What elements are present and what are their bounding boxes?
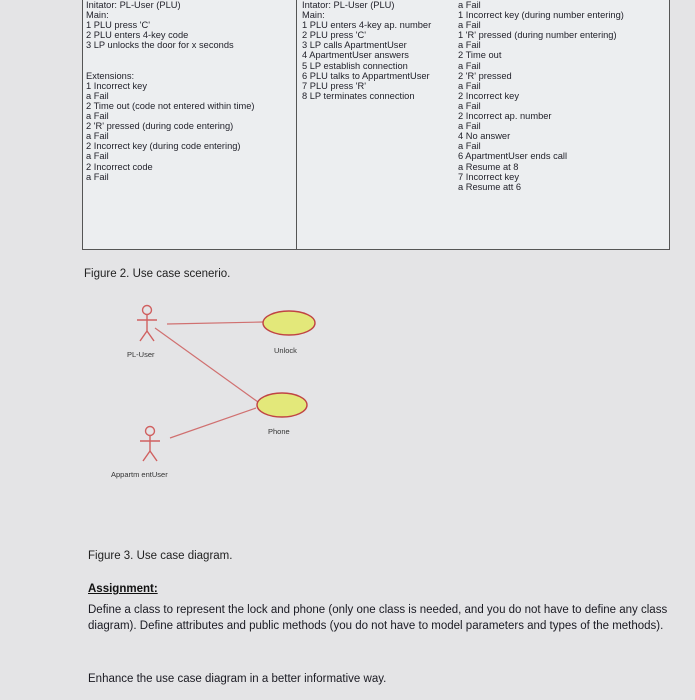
phone-extension-line: a Fail — [458, 20, 481, 31]
phone-extension-line: a Fail — [458, 141, 481, 152]
unlock-scenario-line: Initator: PL-User (PLU) — [86, 0, 181, 10]
figure-2-caption: Figure 2. Use case scenerio. — [84, 268, 231, 280]
apartment-user-actor — [140, 427, 160, 462]
phone-extension-line: a Resume att 6 — [458, 181, 522, 192]
phone-extension-line: 1 Incorrect key (during number entering) — [458, 10, 624, 21]
phone-main-line: 2 PLU press 'C' — [302, 30, 367, 41]
phone-main-line: 6 PLU talks to AppartmentUser — [302, 70, 430, 81]
phone-main-line: 7 PLU press 'R' — [302, 80, 367, 91]
phone-extension-line: 2 'R' pressed — [458, 70, 512, 81]
phone-extension-line: 7 Incorrect key — [458, 171, 519, 182]
unlock-scenario-line: a Fail — [86, 90, 109, 101]
unlock-scenario-line: a Fail — [86, 131, 109, 142]
unlock-scenario-line: Extensions: — [86, 70, 135, 81]
unlock-scenario-line: a Fail — [86, 111, 109, 122]
phone-main-line: Main: — [302, 10, 325, 21]
assignment-enhance-text: Enhance the use case diagram in a better informative way. — [88, 673, 387, 685]
phone-extension-line: 1 'R' pressed (during number entering) — [458, 30, 617, 41]
phone-main-line: Intator: PL-User (PLU) — [302, 0, 395, 10]
phone-extension-line: a Fail — [458, 100, 481, 111]
figure-3-caption: Figure 3. Use case diagram. — [88, 550, 233, 562]
phone-extension-line: 2 Time out — [458, 50, 502, 61]
phone-label: Phone — [268, 427, 290, 436]
association-apartmentuser-phone — [170, 408, 256, 438]
phone-extension-line: 2 Incorrect key — [458, 90, 519, 101]
apartment-user-label: Appartm entUser — [111, 470, 168, 479]
unlock-scenario-line: a Fail — [86, 151, 109, 162]
phone-main-line: 3 LP calls ApartmentUser — [302, 40, 407, 51]
unlock-scenario-line: 2 Incorrect code — [86, 161, 153, 172]
phone-extension-line: a Fail — [458, 0, 481, 10]
assignment-title: Assignment: — [88, 583, 158, 595]
pl-user-label: PL-User — [127, 350, 155, 359]
unlock-scenario-line: 2 Incorrect key (during code entering) — [86, 141, 241, 152]
unlock-use-case — [263, 311, 315, 335]
association-pluser-unlock — [167, 322, 263, 324]
unlock-scenario-line: 2 'R' pressed (during code entering) — [86, 121, 234, 132]
phone-extension-line: a Resume at 8 — [458, 161, 519, 172]
unlock-label: Unlock — [274, 346, 297, 355]
phone-main-line: 1 PLU enters 4-key ap. number — [302, 20, 432, 31]
unlock-scenario-line: 2 PLU enters 4-key code — [86, 30, 189, 41]
phone-extension-line: 4 No answer — [458, 131, 511, 142]
unlock-scenario-line: 1 Incorrect key — [86, 80, 147, 91]
phone-use-case — [257, 393, 307, 417]
phone-main-line: 4 ApartmentUser answers — [302, 50, 409, 61]
assignment-paragraph: Define a class to represent the lock and phone (only one class is needed, and you do not have to define any class diagram). Define attributes and public methods (you do not have to model parameters and types of the methods). — [88, 604, 668, 632]
unlock-scenario-line: a Fail — [86, 171, 109, 182]
unlock-scenario-line: 2 Time out (code not entered within time) — [86, 100, 255, 111]
phone-extension-line: a Fail — [458, 40, 481, 51]
association-pluser-phone — [155, 328, 258, 402]
phone-extension-line: 6 ApartmentUser ends call — [458, 151, 568, 162]
phone-extension-line: a Fail — [458, 60, 481, 71]
unlock-scenario-line: 1 PLU press 'C' — [86, 20, 151, 31]
phone-main-line: 8 LP terminates connection — [302, 90, 415, 101]
phone-extension-line: 2 Incorrect ap. number — [458, 111, 552, 122]
phone-extension-line: a Fail — [458, 121, 481, 132]
phone-extension-line: a Fail — [458, 80, 481, 91]
unlock-scenario-line: Main: — [86, 10, 109, 21]
unlock-scenario-line: 3 LP unlocks the door for x seconds — [86, 40, 234, 51]
phone-main-line: 5 LP establish connection — [302, 60, 408, 71]
pl-user-actor — [137, 306, 157, 342]
